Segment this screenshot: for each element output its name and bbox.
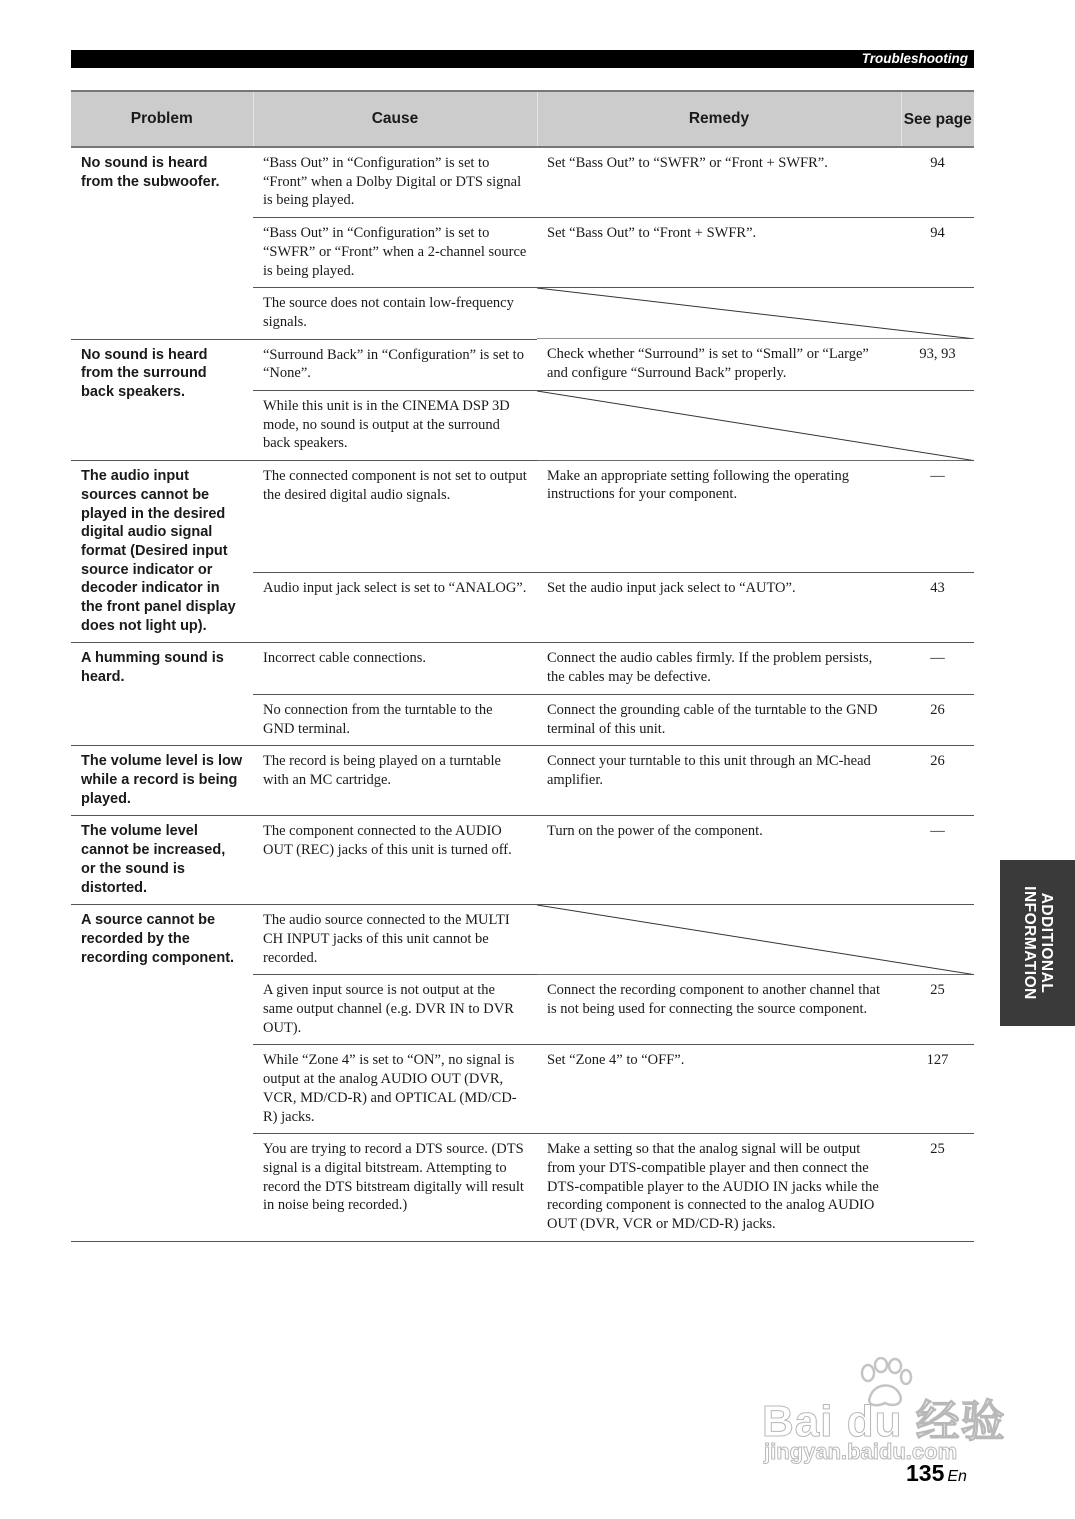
remedy-cell: Connect the recording component to another channel that is not being used for connecting the source component. [537, 975, 901, 1045]
column-header-cause: Cause [253, 91, 537, 147]
page-cell: 25 [901, 1134, 974, 1242]
problem-cell: The volume level cannot be increased, or the sound is distorted. [71, 816, 253, 905]
cause-cell: Audio input jack select is set to “ANALOG”. [253, 572, 537, 643]
problem-cell: No sound is heard from the subwoofer. [71, 147, 253, 339]
page-cell: 94 [901, 218, 974, 288]
diagonal-slash [537, 905, 974, 975]
table-row [71, 461, 974, 572]
remedy-cell: Turn on the power of the component. [537, 816, 901, 905]
section-title: Troubleshooting [861, 51, 968, 66]
problem-cell: A humming sound is heard. [71, 643, 253, 746]
table-row [71, 339, 974, 390]
column-header-problem: Problem [71, 91, 253, 147]
remedy-cell: Set “Bass Out” to “SWFR” or “Front + SWFR”. [537, 147, 901, 218]
page-cell: 93, 93 [901, 339, 974, 390]
column-header-see-page: See page [901, 91, 974, 147]
remedy-cell: Set “Bass Out” to “Front + SWFR”. [537, 218, 901, 288]
page-number [906, 1460, 967, 1487]
problem-cell: The audio input sources cannot be played in the desired digital audio signal format (Desired input source indicator or decoder indicator in the front panel display does not light up). [71, 461, 253, 643]
page-cell: 25 [901, 975, 974, 1045]
column-header-remedy: Remedy [537, 91, 901, 147]
page-cell: 26 [901, 694, 974, 745]
table-row [71, 905, 974, 975]
table-row [71, 746, 974, 816]
page-cell: — [901, 643, 974, 694]
side-tab-line-1: ADDITIONAL [1037, 892, 1055, 994]
page-cell: — [901, 461, 974, 572]
cause-cell: “Bass Out” in “Configuration” is set to “SWFR” or “Front” when a 2-channel source is being played. [253, 218, 537, 288]
problem-cell: A source cannot be recorded by the recording component. [71, 905, 253, 1242]
page-cell: 43 [901, 572, 974, 643]
page-number-value: 135 [906, 1460, 945, 1486]
problem-cell: No sound is heard from the surround back speakers. [71, 339, 253, 461]
table-row [71, 643, 974, 694]
page-cell: 127 [901, 1045, 974, 1134]
diagonal-slash [537, 391, 974, 461]
cause-cell: The source does not contain low-frequency signals. [253, 288, 537, 339]
diagonal-slash [537, 288, 974, 339]
watermark [762, 1355, 1012, 1475]
cause-cell: Incorrect cable connections. [253, 643, 537, 694]
cause-cell: “Bass Out” in “Configuration” is set to “Front” when a Dolby Digital or DTS signal is being played. [253, 147, 537, 218]
cause-cell: You are trying to record a DTS source. (DTS signal is a digital bitstream. Attempting to record the DTS bitstream digitally will result in noise being recorded.) [253, 1134, 537, 1242]
cause-cell: “Surround Back” in “Configuration” is set to “None”. [253, 339, 537, 390]
side-tab-line-2: INFORMATION [1020, 886, 1038, 1000]
side-tab-label [1021, 886, 1055, 1000]
not-applicable-cell [537, 905, 974, 975]
section-header-bar [71, 50, 974, 68]
cause-cell: While this unit is in the CINEMA DSP 3D mode, no sound is output at the surround back speakers. [253, 391, 537, 461]
cause-cell: The component connected to the AUDIO OUT (REC) jacks of this unit is turned off. [253, 816, 537, 905]
cause-cell: No connection from the turntable to the GND terminal. [253, 694, 537, 745]
cause-cell: While “Zone 4” is set to “ON”, no signal is output at the analog AUDIO OUT (DVR, VCR, MD/CD-R) and OPTICAL (MD/CD-R) jacks. [253, 1045, 537, 1134]
remedy-cell: Set the audio input jack select to “AUTO”. [537, 572, 901, 643]
remedy-cell: Set “Zone 4” to “OFF”. [537, 1045, 901, 1134]
problem-cell: The volume level is low while a record is being played. [71, 746, 253, 816]
table-row [71, 816, 974, 905]
remedy-cell: Make a setting so that the analog signal will be output from your DTS-compatible player and then connect the DTS-compatible player to the AUDIO IN jacks while the recording component is connected to the analog AUDIO OUT (DVR, VCR or MD/CD-R) jacks. [537, 1134, 901, 1242]
page-language: En [947, 1468, 967, 1485]
remedy-cell: Connect the audio cables firmly. If the problem persists, the cables may be defective. [537, 643, 901, 694]
cause-cell: The connected component is not set to output the desired digital audio signals. [253, 461, 537, 572]
not-applicable-cell [537, 391, 974, 461]
not-applicable-cell [537, 288, 974, 339]
page-cell: 26 [901, 746, 974, 816]
cause-cell: The audio source connected to the MULTI CH INPUT jacks of this unit cannot be recorded. [253, 905, 537, 975]
page-cell: — [901, 816, 974, 905]
remedy-cell: Check whether “Surround” is set to “Small” or “Large” and configure “Surround Back” properly. [537, 339, 901, 390]
section-side-tab [1000, 860, 1075, 1026]
table-row [71, 147, 974, 218]
cause-cell: A given input source is not output at the same output channel (e.g. DVR IN to DVR OUT). [253, 975, 537, 1045]
watermark-logo: Bai du 经验 [762, 1397, 1006, 1446]
cause-cell: The record is being played on a turntable with an MC cartridge. [253, 746, 537, 816]
table-header-row [71, 91, 974, 147]
watermark-url: jingyan.baidu.com [764, 1439, 958, 1464]
remedy-cell: Connect your turntable to this unit through an MC-head amplifier. [537, 746, 901, 816]
troubleshooting-table [71, 90, 974, 1242]
remedy-cell: Connect the grounding cable of the turntable to the GND terminal of this unit. [537, 694, 901, 745]
page-cell: 94 [901, 147, 974, 218]
remedy-cell: Make an appropriate setting following the operating instructions for your component. [537, 461, 901, 572]
